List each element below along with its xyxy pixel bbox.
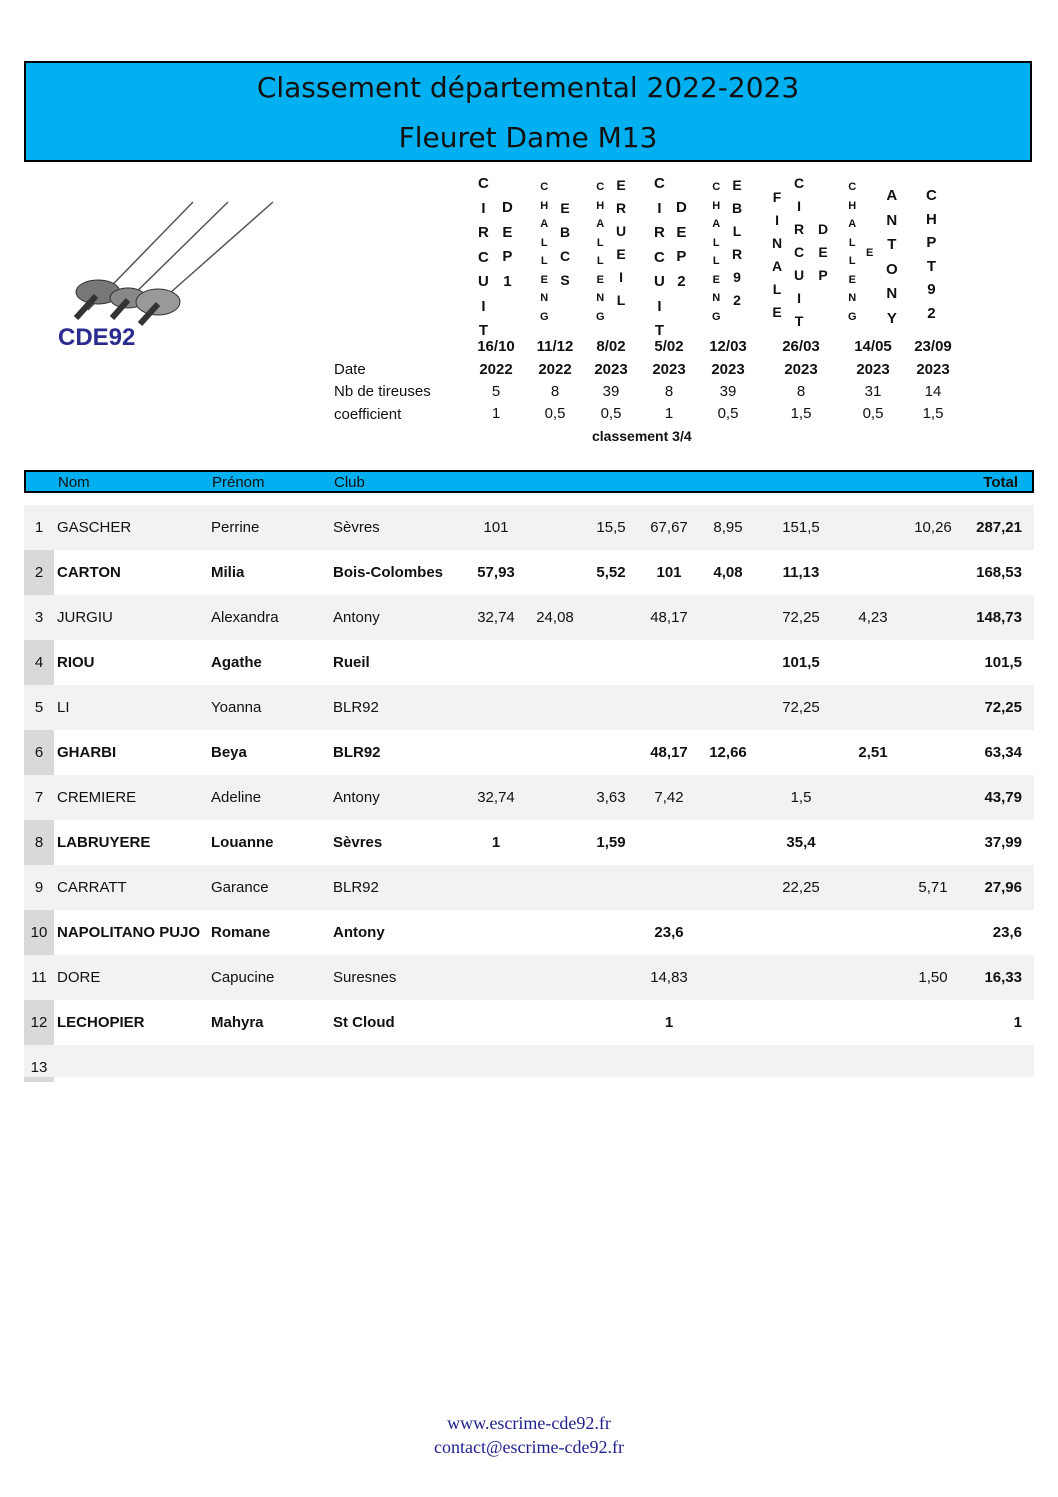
- score-cell: 32,74: [477, 789, 515, 806]
- event-4-coef: 1: [664, 405, 674, 422]
- rank-cell: 13: [30, 1059, 48, 1076]
- club-cell: Antony: [333, 789, 380, 806]
- club-cell: Suresnes: [333, 969, 397, 986]
- table-row: [24, 865, 1034, 910]
- event-6-name: F I N A L E: [772, 189, 783, 320]
- event-2-detail: E B C S: [560, 200, 571, 288]
- score-cell: 151,5: [782, 519, 820, 536]
- event-8-date-day: 23/09: [914, 338, 952, 355]
- club-cell: BLR92: [333, 879, 379, 896]
- total-cell: 287,21: [976, 519, 1022, 536]
- score-cell: 8,95: [713, 519, 743, 536]
- rank-cell: 4: [34, 654, 44, 671]
- event-header-4: [648, 172, 698, 339]
- club-cell: Rueil: [333, 654, 370, 671]
- nom-cell: GASCHER: [57, 519, 132, 536]
- event-4-detail: D E P 2: [676, 199, 687, 290]
- event-7-name: C H A L L E N G: [848, 181, 857, 323]
- nom-cell: RIOU: [57, 654, 95, 671]
- score-cell: 101: [483, 519, 509, 536]
- event-3-name: C H A L L E N G: [596, 181, 605, 323]
- event-6-date-year: 2023: [784, 361, 818, 378]
- event-header-6: [766, 172, 836, 332]
- total-cell: 43,79: [984, 789, 1022, 806]
- event-5-coef: 0,5: [717, 405, 739, 422]
- prenom-cell: Agathe: [211, 654, 262, 671]
- event-3-nb: 39: [602, 383, 620, 400]
- event-4-date-year: 2023: [652, 361, 686, 378]
- footer-contact[interactable]: contact@escrime-cde92.fr: [434, 1437, 624, 1457]
- club-cell: Sèvres: [333, 519, 380, 536]
- prenom-cell: Louanne: [211, 834, 274, 851]
- score-cell: 5,71: [918, 879, 948, 896]
- rank-cell: 6: [34, 744, 44, 761]
- prenom-cell: Adeline: [211, 789, 262, 806]
- nom-cell: CARTON: [57, 564, 121, 581]
- event-6-date-day: 26/03: [782, 338, 820, 355]
- event-7-nb: 31: [864, 383, 882, 400]
- title-banner: [24, 61, 1032, 162]
- rank-cell: 5: [34, 699, 44, 716]
- table-row: [24, 775, 1034, 820]
- event-6-nb: 8: [796, 383, 806, 400]
- footer-website[interactable]: www.escrime-cde92.fr: [447, 1413, 611, 1433]
- nom-cell: GHARBI: [57, 744, 117, 761]
- event-3-detail: E R U E I L: [616, 177, 627, 308]
- score-cell: 32,74: [477, 609, 515, 626]
- nom-cell: LABRUYERE: [57, 834, 151, 851]
- club-cell: Antony: [333, 924, 385, 941]
- total-cell: 1: [1013, 1014, 1022, 1031]
- score-cell: 101: [656, 564, 682, 581]
- score-cell: 5,52: [596, 564, 626, 581]
- table-row: [24, 1045, 1034, 1077]
- total-cell: 23,6: [992, 924, 1022, 941]
- table-row: [24, 730, 1034, 775]
- event-2-nb: 8: [550, 383, 560, 400]
- prenom-cell: Yoanna: [211, 699, 262, 716]
- prenom-cell: Mahyra: [211, 1014, 264, 1031]
- rank-cell: 11: [31, 969, 47, 986]
- total-cell: 148,73: [976, 609, 1022, 626]
- event-header-8: [922, 172, 952, 332]
- event-header-2: [534, 172, 584, 332]
- nom-cell: NAPOLITANO PUJO: [57, 924, 201, 941]
- event-6-coef: 1,5: [790, 405, 812, 422]
- club-cell: Bois-Colombes: [333, 564, 444, 581]
- table-row: [24, 955, 1034, 1000]
- score-cell: 2,51: [858, 744, 888, 761]
- header-prenom: Prénom: [212, 474, 265, 491]
- event-2-coef: 0,5: [544, 405, 566, 422]
- prenom-cell: Capucine: [211, 969, 275, 986]
- score-cell: 1,50: [918, 969, 948, 986]
- table-row: [24, 550, 1034, 595]
- header-total: Total: [983, 474, 1018, 491]
- score-cell: 14,83: [650, 969, 688, 986]
- logo-text: CDE92: [58, 324, 136, 351]
- score-cell: 67,67: [650, 519, 688, 536]
- club-cell: BLR92: [333, 699, 379, 716]
- event-3-date-day: 8/02: [596, 338, 626, 355]
- event-5-date-year: 2023: [711, 361, 745, 378]
- score-cell: 1: [664, 1014, 674, 1031]
- score-cell: 35,4: [786, 834, 816, 851]
- event-7-coef: 0,5: [862, 405, 884, 422]
- total-cell: 101,5: [984, 654, 1022, 671]
- total-cell: 27,96: [984, 879, 1022, 896]
- score-cell: 3,63: [596, 789, 626, 806]
- rank-cell: 3: [34, 609, 44, 626]
- event-5-detail: E B L R 9 2: [732, 177, 743, 308]
- event-header-1: [470, 172, 525, 339]
- nom-cell: LECHOPIER: [57, 1014, 145, 1031]
- rank-cell: 1: [34, 519, 44, 536]
- score-cell: 24,08: [536, 609, 574, 626]
- prenom-cell: Romane: [211, 924, 271, 941]
- event-8-date-year: 2023: [916, 361, 950, 378]
- score-cell: 23,6: [654, 924, 684, 941]
- total-cell: 63,34: [984, 744, 1022, 761]
- table-row: [24, 820, 1034, 865]
- score-cell: 1: [491, 834, 501, 851]
- total-cell: 16,33: [984, 969, 1022, 986]
- table-header: [24, 470, 1034, 493]
- event-7-date-day: 14/05: [854, 338, 892, 355]
- score-cell: 7,42: [654, 789, 684, 806]
- event-header-5: [706, 172, 756, 332]
- nom-cell: DORE: [57, 969, 101, 986]
- nom-cell: CREMIERE: [57, 789, 137, 806]
- event-header-7: [844, 172, 914, 332]
- score-cell: 10,26: [914, 519, 952, 536]
- header-club: Club: [334, 474, 365, 491]
- event-6-detail: C I R C U I T: [794, 175, 805, 329]
- score-cell: 1,5: [790, 789, 812, 806]
- page-title: Classement départemental 2022-2023: [256, 71, 800, 104]
- table-row: [24, 595, 1034, 640]
- table-row: [24, 640, 1034, 685]
- rank-cell: 8: [34, 834, 44, 851]
- score-cell: 1,59: [596, 834, 626, 851]
- event-1-date-day: 16/10: [477, 338, 515, 355]
- event-7-date-year: 2023: [856, 361, 890, 378]
- score-cell: 22,25: [782, 879, 820, 896]
- table-row: [24, 910, 1034, 955]
- event-5-name: C H A L L E N G: [712, 181, 721, 323]
- event-2-name: C H A L L E N G: [540, 181, 549, 323]
- event-5-date-day: 12/03: [709, 338, 747, 355]
- event-5-nb: 39: [719, 383, 737, 400]
- score-cell: 72,25: [782, 609, 820, 626]
- event-1-coef: 1: [491, 405, 501, 422]
- nom-cell: LI: [57, 699, 70, 716]
- event-4-name: C I R C U I T: [654, 175, 665, 339]
- rank-cell: 9: [34, 879, 44, 896]
- event-header-3: [590, 172, 640, 332]
- rank-cell: 10: [30, 924, 48, 941]
- score-cell: 4,08: [713, 564, 743, 581]
- table-row: [24, 685, 1034, 730]
- event-2-date-year: 2022: [538, 361, 572, 378]
- event-8-coef: 1,5: [922, 405, 944, 422]
- header-nom: Nom: [58, 474, 90, 491]
- event-2-date-day: 11/12: [536, 338, 574, 355]
- prenom-cell: Alexandra: [211, 609, 279, 626]
- score-cell: 101,5: [782, 654, 820, 671]
- prenom-cell: Perrine: [211, 519, 260, 536]
- nb-tireuses-label: Nb de tireuses: [334, 383, 431, 400]
- rank-cell: 12: [30, 1014, 48, 1031]
- event-1-name: C I R C U I T: [478, 175, 489, 339]
- event-1-date-year: 2022: [479, 361, 513, 378]
- event-8-nb: 14: [924, 383, 942, 400]
- score-cell: 72,25: [782, 699, 820, 716]
- rank-cell: 2: [34, 564, 44, 581]
- score-cell: 12,66: [709, 744, 747, 761]
- total-cell: 37,99: [984, 834, 1022, 851]
- score-cell: 57,93: [477, 564, 515, 581]
- event-3-coef: 0,5: [600, 405, 622, 422]
- nom-cell: JURGIU: [57, 609, 113, 626]
- score-cell: 4,23: [858, 609, 888, 626]
- score-cell: 11,13: [782, 564, 820, 581]
- event-4-date-day: 5/02: [654, 338, 684, 355]
- score-cell: 48,17: [650, 744, 688, 761]
- event-1-detail: D E P 1: [502, 199, 513, 290]
- total-cell: 72,25: [984, 699, 1022, 716]
- rank-cell: 7: [34, 789, 44, 806]
- prenom-cell: Milia: [211, 564, 245, 581]
- date-label: Date: [334, 361, 366, 378]
- club-cell: Antony: [333, 609, 380, 626]
- table-row: [24, 505, 1034, 550]
- score-cell: 48,17: [650, 609, 688, 626]
- club-cell: Sèvres: [333, 834, 383, 851]
- page-subtitle: Fleuret Dame M13: [398, 121, 658, 154]
- prenom-cell: Garance: [211, 879, 269, 896]
- coefficient-label: coefficient: [334, 406, 402, 423]
- score-cell: 15,5: [596, 519, 626, 536]
- classement-note: classement 3/4: [592, 428, 692, 444]
- event-6-extra: D E P: [818, 221, 829, 283]
- event-1-nb: 5: [491, 383, 501, 400]
- prenom-cell: Beya: [211, 744, 247, 761]
- event-3-date-year: 2023: [594, 361, 628, 378]
- club-cell: BLR92: [333, 744, 381, 761]
- nom-cell: CARRATT: [57, 879, 127, 896]
- club-cell: St Cloud: [333, 1014, 395, 1031]
- event-7-detail: E: [866, 247, 874, 259]
- event-4-nb: 8: [664, 383, 674, 400]
- event-8-name: C H P T 9 2: [926, 187, 937, 322]
- table-row: [24, 1000, 1034, 1045]
- event-7-extra: A N T O N Y: [886, 187, 898, 327]
- total-cell: 168,53: [976, 564, 1022, 581]
